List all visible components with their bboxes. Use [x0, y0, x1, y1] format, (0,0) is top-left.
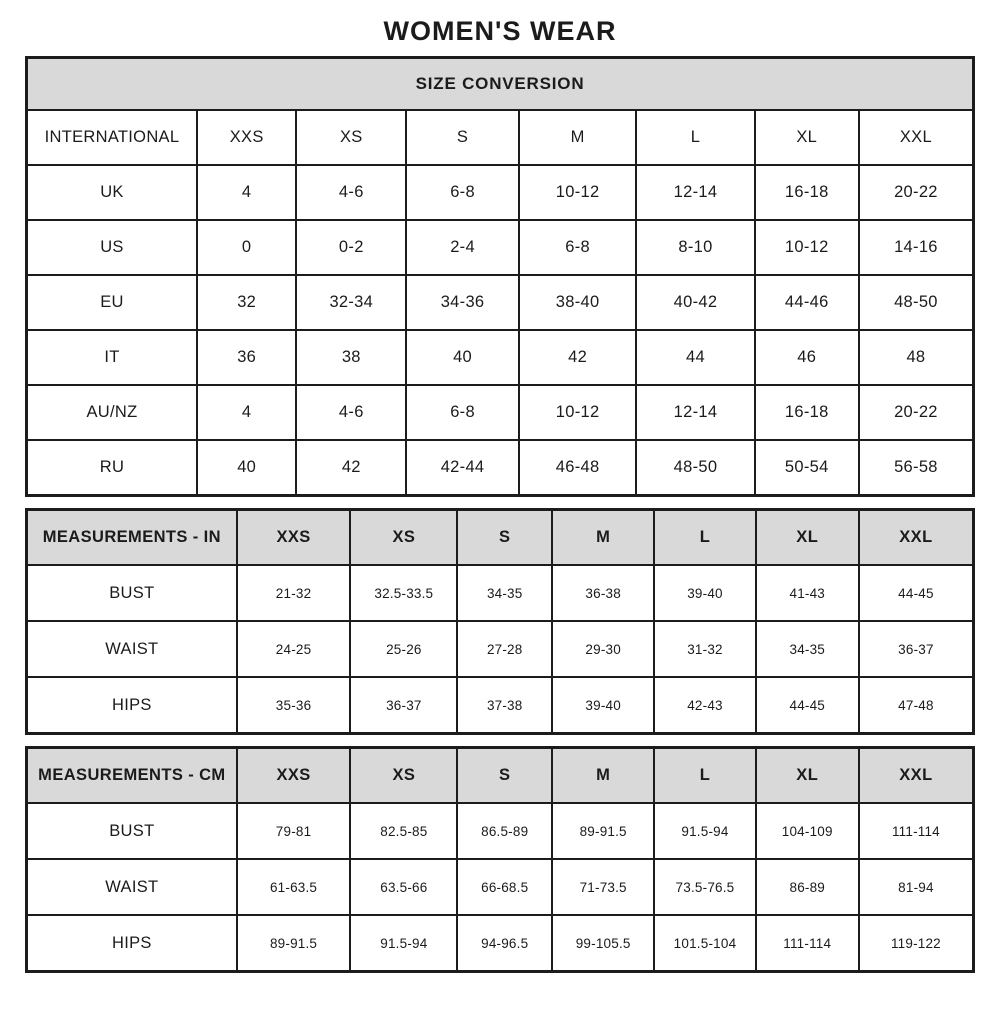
size-conversion-table	[25, 56, 975, 497]
row-label: RU	[27, 440, 197, 496]
size-value-cell: 25-26	[350, 621, 457, 677]
size-value-cell: 4	[197, 165, 296, 220]
size-value-cell: 4	[197, 385, 296, 440]
size-value-cell: 47-48	[859, 677, 974, 734]
size-value-cell: 36-38	[552, 565, 654, 621]
size-value-cell: 8-10	[636, 220, 754, 275]
size-value-cell: 2-4	[406, 220, 519, 275]
column-header-l: L	[654, 510, 755, 566]
size-value-cell: 37-38	[457, 677, 552, 734]
size-value-cell: 46-48	[519, 440, 636, 496]
page-title: WOMEN'S WEAR	[383, 16, 617, 46]
size-value-cell: 4-6	[296, 385, 406, 440]
size-value-cell: 36-37	[859, 621, 974, 677]
size-value-cell: 39-40	[552, 677, 654, 734]
column-header-xxl: XXL	[859, 748, 974, 804]
size-value-cell: 81-94	[859, 859, 974, 915]
size-value-cell: 24-25	[237, 621, 351, 677]
size-value-cell: 48	[859, 330, 974, 385]
size-value-cell: 32-34	[296, 275, 406, 330]
column-header-m: M	[552, 510, 654, 566]
column-header-xxs: XXS	[237, 510, 351, 566]
size-value-cell: 94-96.5	[457, 915, 552, 972]
size-value-cell: 6-8	[406, 165, 519, 220]
table-row	[27, 803, 974, 859]
size-value-cell: 40	[197, 440, 296, 496]
column-header-row	[27, 510, 974, 566]
column-header-row	[27, 748, 974, 804]
table-row	[27, 275, 974, 330]
size-value-cell: 56-58	[859, 440, 974, 496]
row-label: HIPS	[27, 677, 237, 734]
size-value-cell: 0	[197, 220, 296, 275]
size-value-cell: 0-2	[296, 220, 406, 275]
size-value-cell: 82.5-85	[350, 803, 457, 859]
size-value-cell: 38-40	[519, 275, 636, 330]
size-value-cell: 119-122	[859, 915, 974, 972]
size-value-cell: 10-12	[519, 165, 636, 220]
size-value-cell: 111-114	[756, 915, 859, 972]
size-value-cell: 34-36	[406, 275, 519, 330]
size-value-cell: 104-109	[756, 803, 859, 859]
column-header-l: L	[654, 748, 755, 804]
size-value-cell: 12-14	[636, 385, 754, 440]
column-header-xxs: XXS	[237, 748, 351, 804]
table-row	[27, 915, 974, 972]
column-header-s: S	[406, 110, 519, 165]
size-value-cell: 16-18	[755, 165, 859, 220]
column-header-xxl: XXL	[859, 110, 974, 165]
size-value-cell: 111-114	[859, 803, 974, 859]
size-value-cell: 10-12	[519, 385, 636, 440]
measurements-in-table	[25, 508, 975, 735]
size-value-cell: 6-8	[519, 220, 636, 275]
column-header-row	[27, 110, 974, 165]
size-value-cell: 34-35	[756, 621, 859, 677]
size-value-cell: 39-40	[654, 565, 755, 621]
size-value-cell: 27-28	[457, 621, 552, 677]
size-value-cell: 46	[755, 330, 859, 385]
size-value-cell: 42	[296, 440, 406, 496]
size-value-cell: 44-45	[756, 677, 859, 734]
size-value-cell: 61-63.5	[237, 859, 351, 915]
size-value-cell: 89-91.5	[552, 803, 654, 859]
column-header-xs: XS	[350, 510, 457, 566]
size-value-cell: 16-18	[755, 385, 859, 440]
column-header-xl: XL	[755, 110, 859, 165]
table-row	[27, 330, 974, 385]
size-value-cell: 20-22	[859, 385, 974, 440]
size-value-cell: 50-54	[755, 440, 859, 496]
size-value-cell: 32	[197, 275, 296, 330]
size-value-cell: 42-43	[654, 677, 755, 734]
size-value-cell: 89-91.5	[237, 915, 351, 972]
column-header-xxs: XXS	[197, 110, 296, 165]
column-header-xs: XS	[350, 748, 457, 804]
size-value-cell: 86.5-89	[457, 803, 552, 859]
column-header-m: M	[552, 748, 654, 804]
size-value-cell: 48-50	[636, 440, 754, 496]
size-value-cell: 42-44	[406, 440, 519, 496]
size-value-cell: 40	[406, 330, 519, 385]
column-header-xs: XS	[296, 110, 406, 165]
table-row	[27, 621, 974, 677]
size-value-cell: 86-89	[756, 859, 859, 915]
table-row	[27, 677, 974, 734]
size-value-cell: 20-22	[859, 165, 974, 220]
row-label: WAIST	[27, 621, 237, 677]
size-value-cell: 32.5-33.5	[350, 565, 457, 621]
column-header-l: L	[636, 110, 754, 165]
table-row	[27, 565, 974, 621]
size-value-cell: 12-14	[636, 165, 754, 220]
size-value-cell: 48-50	[859, 275, 974, 330]
size-value-cell: 63.5-66	[350, 859, 457, 915]
size-value-cell: 34-35	[457, 565, 552, 621]
size-value-cell: 29-30	[552, 621, 654, 677]
size-value-cell: 31-32	[654, 621, 755, 677]
size-value-cell: 44-46	[755, 275, 859, 330]
table-row	[27, 385, 974, 440]
row-label: HIPS	[27, 915, 237, 972]
row-label: BUST	[27, 565, 237, 621]
row-label: EU	[27, 275, 197, 330]
size-value-cell: 42	[519, 330, 636, 385]
size-value-cell: 91.5-94	[654, 803, 755, 859]
size-conversion-header: SIZE CONVERSION	[27, 58, 974, 111]
column-header-xxl: XXL	[859, 510, 974, 566]
table-row	[27, 440, 974, 496]
column-header-xl: XL	[756, 510, 859, 566]
column-header-s: S	[457, 510, 552, 566]
size-value-cell: 44	[636, 330, 754, 385]
measurements-cm-header: MEASUREMENTS - CM	[27, 748, 237, 804]
measurements-cm-table	[25, 746, 975, 973]
size-value-cell: 99-105.5	[552, 915, 654, 972]
table-row	[27, 859, 974, 915]
size-value-cell: 66-68.5	[457, 859, 552, 915]
row-label: BUST	[27, 803, 237, 859]
size-value-cell: 6-8	[406, 385, 519, 440]
size-value-cell: 41-43	[756, 565, 859, 621]
table-row	[27, 165, 974, 220]
column-header-m: M	[519, 110, 636, 165]
row-label: IT	[27, 330, 197, 385]
table-row	[27, 220, 974, 275]
row-label: AU/NZ	[27, 385, 197, 440]
size-value-cell: 71-73.5	[552, 859, 654, 915]
size-value-cell: 73.5-76.5	[654, 859, 755, 915]
size-value-cell: 35-36	[237, 677, 351, 734]
size-value-cell: 44-45	[859, 565, 974, 621]
size-value-cell: 4-6	[296, 165, 406, 220]
size-value-cell: 91.5-94	[350, 915, 457, 972]
size-value-cell: 40-42	[636, 275, 754, 330]
size-value-cell: 36-37	[350, 677, 457, 734]
column-header-international: INTERNATIONAL	[27, 110, 197, 165]
size-value-cell: 36	[197, 330, 296, 385]
row-label: WAIST	[27, 859, 237, 915]
measurements-in-header: MEASUREMENTS - IN	[27, 510, 237, 566]
table-title-row	[27, 58, 974, 111]
size-value-cell: 101.5-104	[654, 915, 755, 972]
size-value-cell: 21-32	[237, 565, 351, 621]
column-header-xl: XL	[756, 748, 859, 804]
row-label: US	[27, 220, 197, 275]
size-value-cell: 79-81	[237, 803, 351, 859]
size-value-cell: 38	[296, 330, 406, 385]
size-value-cell: 14-16	[859, 220, 974, 275]
row-label: UK	[27, 165, 197, 220]
column-header-s: S	[457, 748, 552, 804]
size-value-cell: 10-12	[755, 220, 859, 275]
